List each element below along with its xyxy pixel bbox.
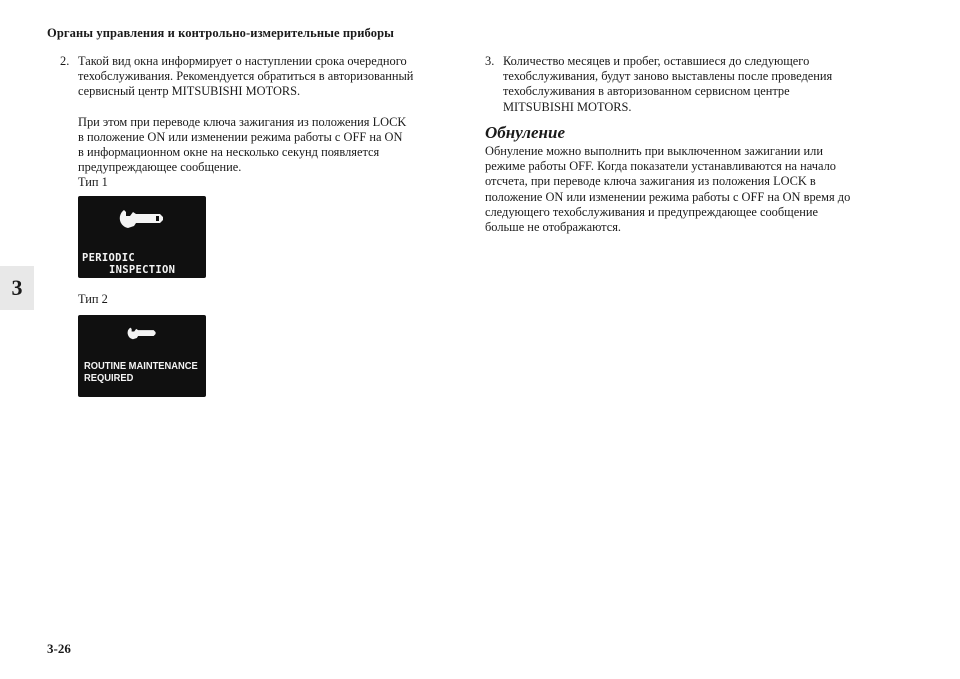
display-text-line-1: PERIODIC (82, 251, 135, 264)
text-line: техобслуживания в авторизованном сервисном центре (503, 84, 790, 99)
text-line: предупреждающее сообщение. (78, 160, 242, 175)
text-line: Такой вид окна информирует о наступлении срока очередного (78, 54, 407, 68)
left-column (60, 54, 465, 397)
wrench-icon (118, 206, 166, 240)
display-text-line-2: INSPECTION (109, 263, 176, 276)
text-line: сервисный центр MITSUBISHI MOTORS. (78, 84, 301, 99)
page-header: Органы управления и контрольно-измерительные приборы (47, 26, 394, 40)
text-line: Обнуление можно выполнить при выключенном зажигании или (485, 144, 823, 159)
list-item-2 (60, 54, 465, 100)
right-column (485, 54, 895, 235)
text-line: больше не отображаются. (485, 220, 622, 235)
text-line: отсчета, при переводе ключа зажигания из положения LOCK в (485, 174, 816, 189)
list-item-text (503, 54, 895, 115)
text-line: режиме работы OFF. Когда показатели устанавливаются на начало (485, 159, 837, 174)
page-number: 3-26 (47, 641, 71, 656)
section-title: Обнуление (485, 122, 565, 142)
list-item-3 (485, 54, 895, 115)
text-line: техобслуживания, будут заново выставлены после проведения (503, 69, 833, 84)
list-item-number: 2. (60, 54, 70, 68)
type-2-display-image (78, 315, 206, 397)
display-text-line-2: REQUIRED (84, 372, 134, 384)
text-line: Количество месяцев и пробег, оставшиеся до следующего (503, 54, 810, 68)
text-line: в положение ON или изменении режима работы с OFF на ON (78, 129, 403, 144)
text-line: в информационном окне на несколько секунд появляется (78, 145, 380, 160)
section-body (485, 144, 895, 235)
chapter-tab (0, 266, 34, 310)
type-1-label: Тип 1 (78, 175, 108, 190)
text-line: MITSUBISHI MOTORS. (503, 99, 632, 114)
type-1-display-image (78, 196, 206, 278)
warning-paragraph (78, 115, 465, 176)
text-line: При этом при переводе ключа зажигания из положения LOCK (78, 114, 407, 129)
list-item-text (78, 54, 465, 100)
chapter-number: 3 (11, 275, 23, 300)
wrench-icon (125, 325, 159, 347)
display-text-line-1: ROUTINE MAINTENANCE (84, 360, 198, 372)
text-line: техобслуживания. Рекомендуется обратиться в авторизованный (78, 69, 414, 84)
type-2-label: Тип 2 (78, 291, 108, 306)
text-line: следующего техобслуживания и предупреждающее сообщение (485, 204, 818, 219)
list-item-number: 3. (485, 54, 495, 68)
text-line: положение ON или изменении режима работы с OFF на ON время до (485, 189, 851, 204)
